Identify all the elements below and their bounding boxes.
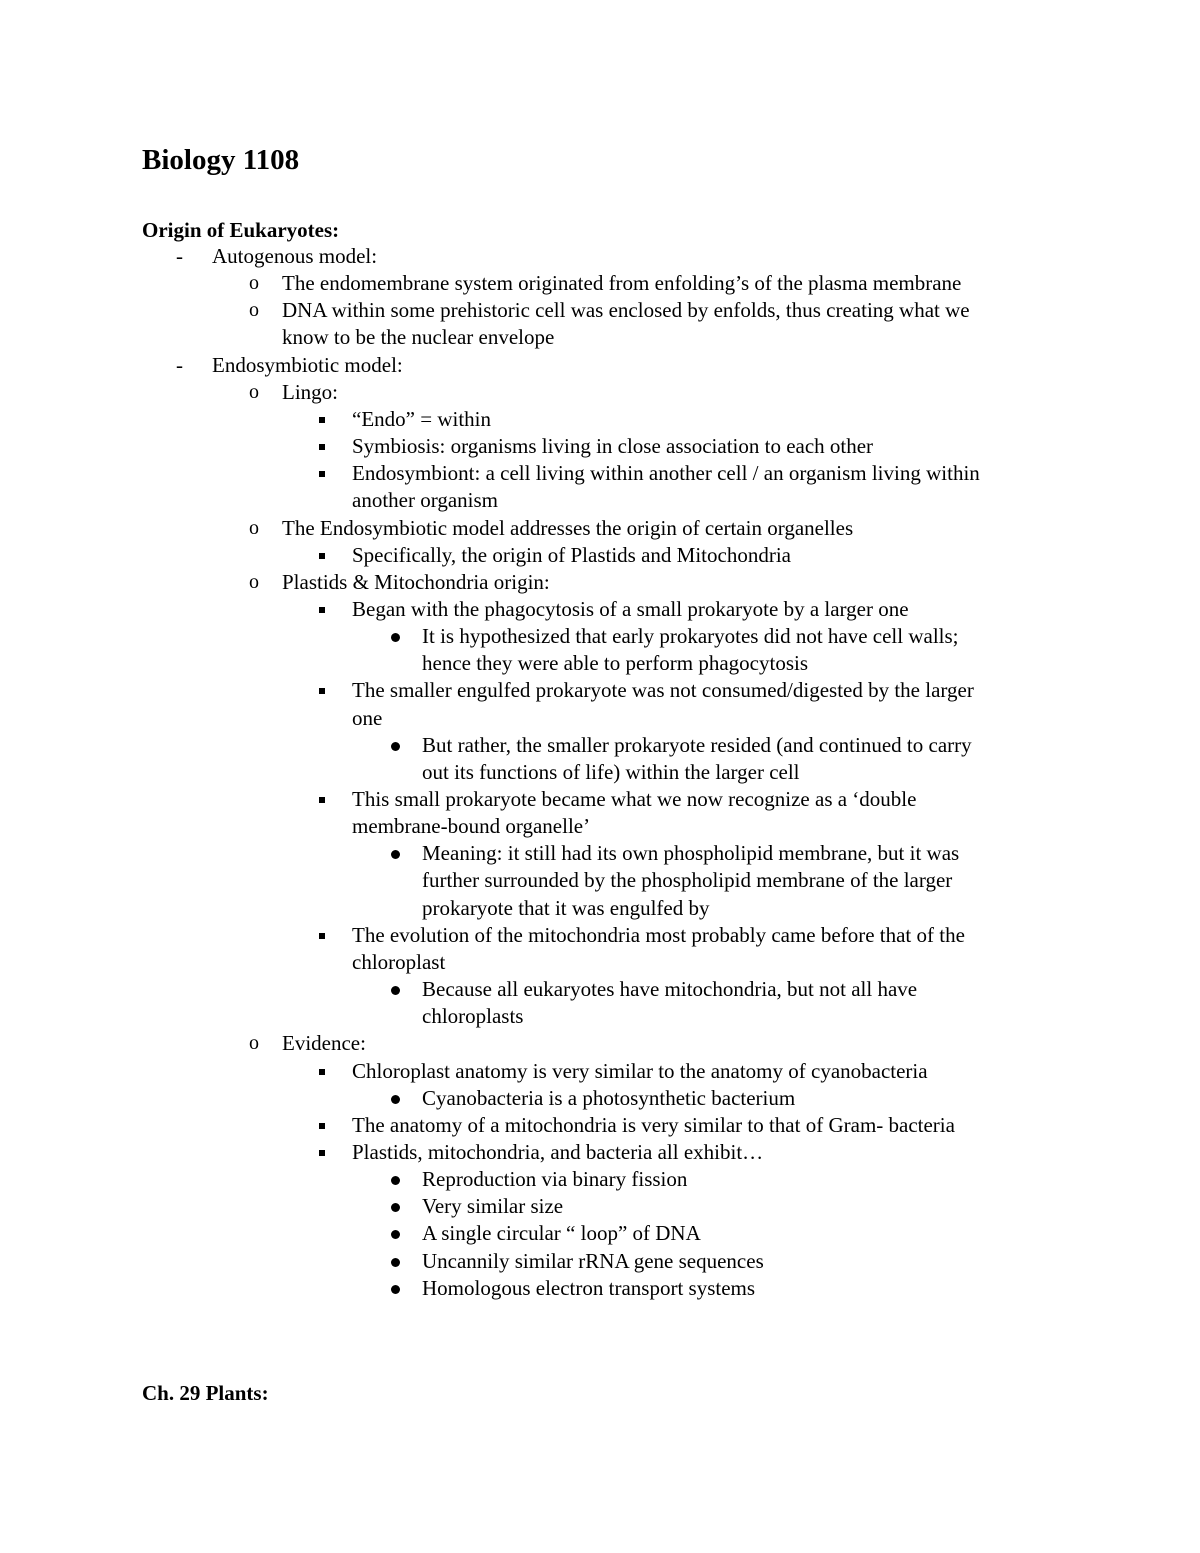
outline-item-level2-text: The endomembrane system originated from enfolding’s of the plasma membrane xyxy=(282,271,962,296)
outline-item-level4-text: Because all eukaryotes have mitochondria, but not all have xyxy=(422,977,918,1002)
circle-o-bullet-icon: o xyxy=(249,570,259,593)
outline-item-level2-text: Lingo: xyxy=(282,379,338,404)
outline-item-level4-text: A single circular “ loop” of DNA xyxy=(422,1221,701,1246)
outline-item-level4-text: hence they were able to perform phagocytosis xyxy=(422,651,809,676)
round-bullet-icon xyxy=(391,1176,400,1185)
round-bullet-icon xyxy=(391,633,400,642)
circle-o-bullet-icon: o xyxy=(249,272,259,295)
outline-item-level4-text: Meaning: it still had its own phospholipid membrane, but it was xyxy=(422,841,960,866)
square-bullet-icon xyxy=(319,417,325,423)
round-bullet-icon xyxy=(391,742,400,751)
outline-item-level3-text: Plastids, mitochondria, and bacteria all exhibit… xyxy=(352,1139,764,1164)
outline-item-level4-text: Cyanobacteria is a photosynthetic bacterium xyxy=(422,1085,796,1110)
round-bullet-icon xyxy=(391,1285,400,1294)
outline-item-level3-text: Chloroplast anatomy is very similar to the anatomy of cyanobacteria xyxy=(352,1058,928,1083)
square-bullet-icon xyxy=(319,797,325,803)
outline-item-level3-text: Symbiosis: organisms living in close association to each other xyxy=(352,434,874,459)
circle-o-bullet-icon: o xyxy=(249,516,259,539)
outline-item-level4-text: But rather, the smaller prokaryote resided (and continued to carry xyxy=(422,732,972,757)
outline-item-level3-text: The evolution of the mitochondria most probably came before that of the xyxy=(352,922,965,947)
circle-o-bullet-icon: o xyxy=(249,299,259,322)
outline-item-level3-text: Specifically, the origin of Plastids and Mitochondria xyxy=(352,542,791,567)
outline-item-level2-text: DNA within some prehistoric cell was enclosed by enfolds, thus creating what we xyxy=(282,298,970,323)
outline-item-level1-text: Endosymbiotic model: xyxy=(212,352,403,377)
outline-item-level3-text: Began with the phagocytosis of a small prokaryote by a larger one xyxy=(352,596,909,621)
circle-o-bullet-icon: o xyxy=(249,1032,259,1055)
round-bullet-icon xyxy=(391,1230,400,1239)
outline-item-level3-text: The anatomy of a mitochondria is very similar to that of Gram- bacteria xyxy=(352,1112,955,1137)
outline-item-level4-text: Uncannily similar rRNA gene sequences xyxy=(422,1248,764,1273)
outline-item-level2-text: Plastids & Mitochondria origin: xyxy=(282,569,550,594)
outline-item-level4-text: It is hypothesized that early prokaryotes did not have cell walls; xyxy=(422,624,959,649)
outline-item-level4-text: Very similar size xyxy=(422,1194,564,1219)
square-bullet-icon xyxy=(319,553,325,559)
outline-item-level2-text: The Endosymbiotic model addresses the origin of certain organelles xyxy=(282,515,854,540)
round-bullet-icon xyxy=(391,1095,400,1104)
square-bullet-icon xyxy=(319,444,325,450)
outline-item-level4-text: prokaryote that it was engulfed by xyxy=(422,895,710,920)
outline-item-level4-text: Homologous electron transport systems xyxy=(422,1275,756,1300)
dash-bullet-icon: - xyxy=(176,352,183,377)
round-bullet-icon xyxy=(391,1258,400,1267)
outline-item-level3-text: another organism xyxy=(352,488,498,513)
outline-item-level3-text: The smaller engulfed prokaryote was not consumed/digested by the larger xyxy=(352,678,974,703)
section-heading-origin-of-eukaryotes: Origin of Eukaryotes: xyxy=(142,218,340,242)
outline-item-level3-text: membrane-bound organelle’ xyxy=(352,814,591,839)
square-bullet-icon xyxy=(319,933,325,939)
square-bullet-icon xyxy=(319,688,325,694)
round-bullet-icon xyxy=(391,1203,400,1212)
outline-item-level4-text: out its functions of life) within the larger cell xyxy=(422,759,800,784)
outline-item-level4-text: further surrounded by the phospholipid membrane of the larger xyxy=(422,868,953,893)
square-bullet-icon xyxy=(319,1123,325,1129)
round-bullet-icon xyxy=(391,986,400,995)
dash-bullet-icon: - xyxy=(176,244,183,268)
round-bullet-icon xyxy=(391,850,400,859)
outline-item-level3-text: “Endo” = within xyxy=(352,406,491,431)
outline-item-level2-text: Evidence: xyxy=(282,1031,366,1056)
outline-item-level3-text: chloroplast xyxy=(352,949,446,974)
outline-item-level3-text: one xyxy=(352,705,383,730)
outline-item-level2-text: know to be the nuclear envelope xyxy=(282,325,555,350)
outline-item-level3-text: Endosymbiont: a cell living within another cell / an organism living within xyxy=(352,461,980,486)
outline-item-level4-text: chloroplasts xyxy=(422,1004,524,1029)
outline-item-level4-text: Reproduction via binary fission xyxy=(422,1167,688,1192)
square-bullet-icon xyxy=(319,1069,325,1075)
outline-item-level1-text: Autogenous model: xyxy=(212,244,378,268)
document-title: Biology 1108 xyxy=(142,144,300,176)
section-heading-ch29-plants: Ch. 29 Plants: xyxy=(142,1381,269,1405)
outline-item-level3-text: This small prokaryote became what we now recognize as a ‘double xyxy=(352,787,917,811)
circle-o-bullet-icon: o xyxy=(249,380,259,403)
square-bullet-icon xyxy=(319,607,325,613)
square-bullet-icon xyxy=(319,471,325,477)
square-bullet-icon xyxy=(319,1150,325,1156)
